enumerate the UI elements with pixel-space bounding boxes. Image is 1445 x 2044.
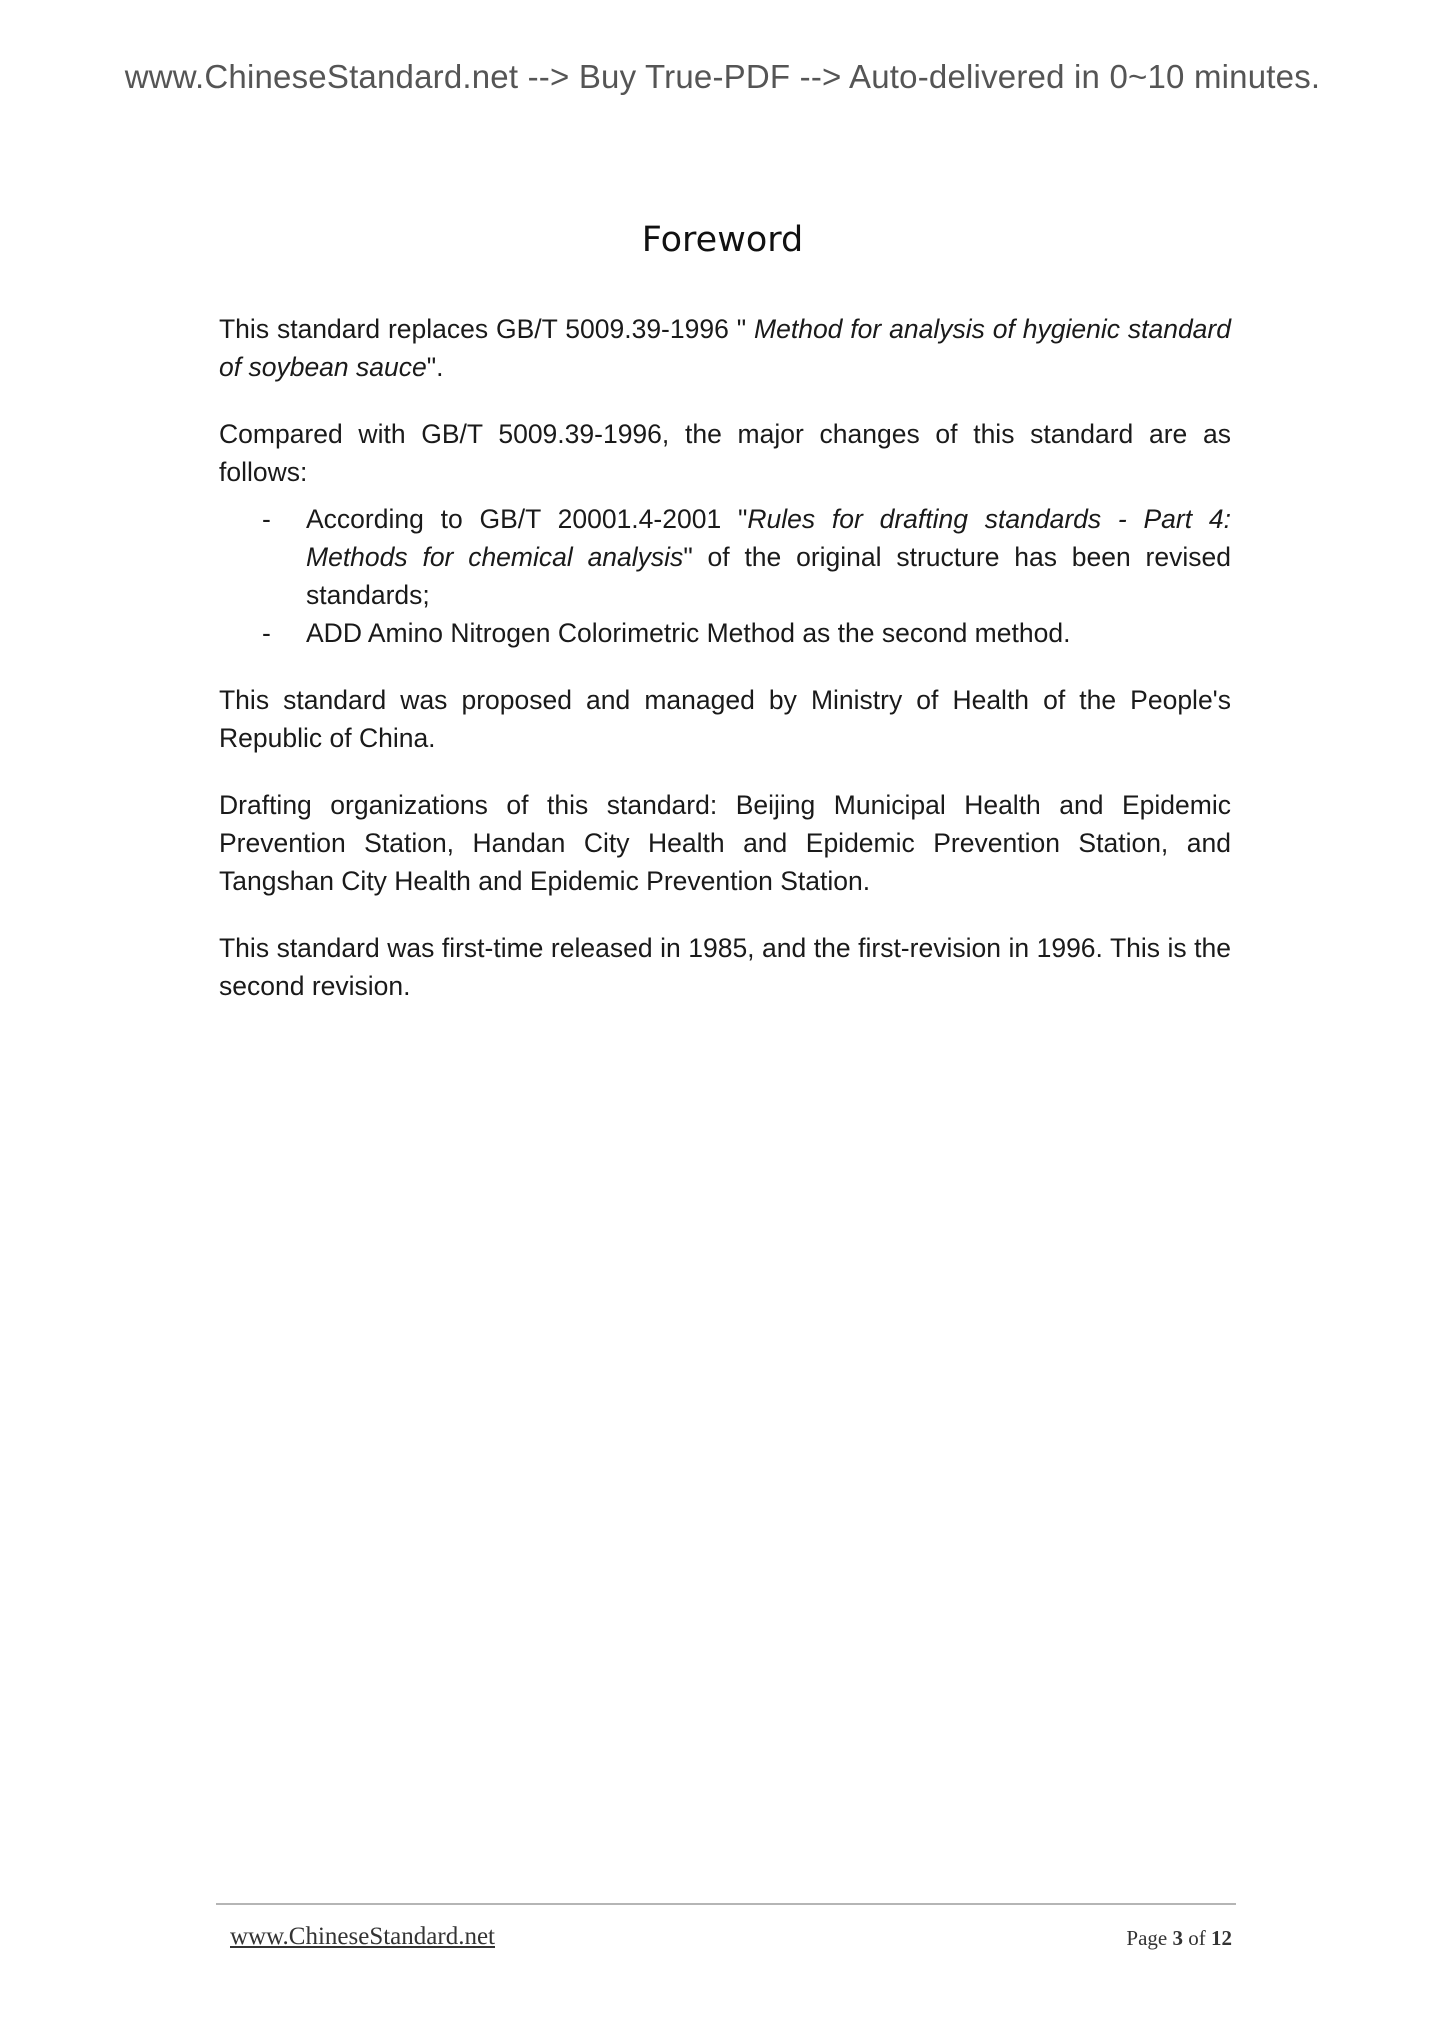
- page-total: 12: [1211, 1926, 1232, 1950]
- paragraph-replaces: [219, 310, 1231, 386]
- paragraph-replaces-title: Method for analysis of hygienic standard of soybean sauce: [219, 314, 1231, 382]
- paragraph-replaces-text-a: This standard replaces GB/T 5009.39-1996 ": [219, 314, 755, 344]
- paragraph-replaces-text-b: ".: [426, 352, 444, 382]
- list-item-text-b: " of the original structure has been revised standards;: [306, 542, 1231, 610]
- bullet-dash: -: [262, 504, 271, 534]
- bullet-dash: -: [262, 618, 271, 648]
- page-of: of: [1183, 1926, 1211, 1950]
- list-item-text: ADD Amino Nitrogen Colorimetric Method as the second method.: [306, 618, 1071, 648]
- paragraph-proposed: This standard was proposed and managed by Ministry of Health of the People's Republic of China.: [219, 685, 1231, 753]
- paragraph-history: This standard was first-time released in 1985, and the first-revision in 1996. This is the second revision.: [219, 933, 1231, 1001]
- page-number: [1126, 1926, 1232, 1951]
- page-current: 3: [1172, 1926, 1183, 1950]
- list-item-text-a: According to GB/T 20001.4-2001 ": [306, 504, 748, 534]
- list-item: [219, 614, 1231, 652]
- changes-list: [219, 500, 1231, 652]
- header-banner: www.ChineseStandard.net --> Buy True-PDF --> Auto-delivered in 0~10 minutes.: [124, 58, 1321, 95]
- paragraph-changes-intro: Compared with GB/T 5009.39-1996, the major changes of this standard are as follows:: [219, 419, 1231, 487]
- footer-divider: [216, 1903, 1236, 1905]
- list-item-title: Rules for drafting standards - Part 4: Methods for chemical analysis: [306, 504, 1231, 572]
- page-prefix: Page: [1126, 1926, 1173, 1950]
- document-body: [219, 310, 1231, 1034]
- paragraph-drafting: Drafting organizations of this standard: Beijing Municipal Health and Epidemic Prevention Station, Handan City Health and Epidemic Prevention Station, and Tangshan City Health and Epidemic Prevention Station.: [219, 790, 1231, 896]
- list-item: [219, 500, 1231, 614]
- page-title: Foreword: [641, 220, 804, 260]
- footer-website-link[interactable]: www.ChineseStandard.net: [230, 1923, 495, 1950]
